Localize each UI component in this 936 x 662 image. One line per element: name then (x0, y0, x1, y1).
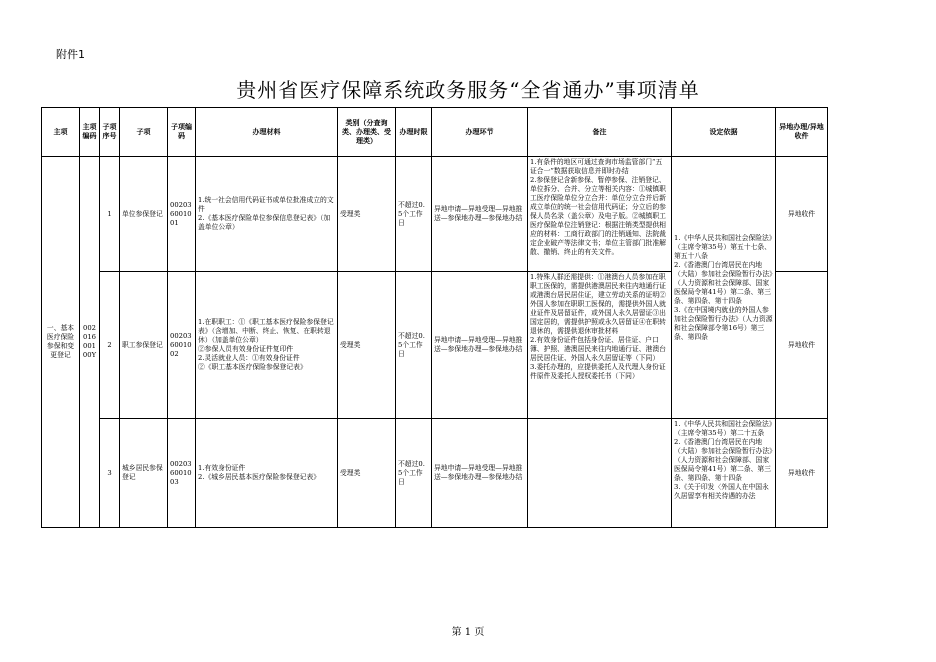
annex-label: 附件1 (56, 48, 85, 61)
page-title: 贵州省医疗保障系统政务服务“全省通办”事项清单 (236, 78, 700, 102)
time-limit-cell: 不超过0.5个工作日 (396, 272, 432, 419)
remarks-cell: 1.有条件的地区可通过查询市场监管部门“五证合一”数据获取信息并即时办结 2.参保登记含新参保、暂停参保、注销登记、单位拆分、合并、分立等相关内容：①城镇职工医疗保险单位分立合并：单位分立合并后新成立单位的统一社会信用代码证；分立后的参保人员名录（盖公章）及电子版。②城镇职工医疗保险单位注销登记：根据注销类型提供相应的材料：工商行政部门的注销通知、法院裁定企业破产等法律文书；单位主管部门批准解散、撤销、终止的有关文件。 (528, 157, 672, 272)
basis-cell: 1.《中华人民共和国社会保险法》（主席令第35号）第五十七条、第五十八条 2.《香港澳门台湾居民在内地（大陆）参加社会保险暂行办法》（人力资源和社会保障部、国家医保局令第41号）第二条、第三条、第四条、第十四条 3.《在中国境内就业的外国人参加社会保险暂行办法》（人力资源和社会保障部令第16号）第三条、第四条 (672, 157, 776, 419)
header-sub-item: 子项 (120, 108, 168, 157)
remarks-cell: 1.特殊人群还需提供：①港澳台人员参加在职职工医保的，需提供港澳居民来往内地通行证或港澳台居民居住证，建立劳动关系的证明②外国人参加在职职工医保的，需提供外国人就业证件及居留证件，或外国人永久居留证③出国定居的，需提供护照或永久居留证④在职转退休的，需提供退休审批材料 2.有效身份证件包括身份证、居住证、户口簿、护照、港澳居民来往内地通行证、港澳台居民居住证、外国人永久居留证等（下同） 3.委托办理的，应提供委托人及代理人身份证件原件及委托人授权委托书（下同） (528, 272, 672, 419)
header-basis: 设定依据 (672, 108, 776, 157)
sub-code-cell: 002036001003 (168, 419, 196, 528)
basis-cell: 1.《中华人民共和国社会保险法》（主席令第35号）第二十五条 2.《香港澳门台湾居民在内地（大陆）参加社会保险暂行办法》（人力资源和社会保障部、国家医保局令第41号）第二条、第三条、第四条、第十四条 3.《关于印发〈外国人在中国永久居留享有相关待遇的办法 (672, 419, 776, 528)
header-remarks: 备注 (528, 108, 672, 157)
time-limit-cell: 不超过0.5个工作日 (396, 419, 432, 528)
header-time-limit: 办理时限 (396, 108, 432, 157)
table-row (42, 157, 828, 272)
materials-cell: 1.有效身份证件 2.《城乡居民基本医疗保险参保登记表》 (196, 419, 338, 528)
header-main-code: 主项编码 (80, 108, 100, 157)
header-category: 类别（分查询类、办理类、受理类） (338, 108, 396, 157)
header-remote: 异地办理/异地收件 (776, 108, 828, 157)
row-no: 2 (100, 272, 120, 419)
sub-item-cell: 单位参保登记 (120, 157, 168, 272)
main-item-cell: 一、基本医疗保险参保和变更登记 (42, 157, 80, 528)
header-main-item: 主项 (42, 108, 80, 157)
process-cell: 异地申请—异地受理—异地推送—参保地办理—参保地办结 (432, 419, 528, 528)
sub-item-cell: 城乡居民参保登记 (120, 419, 168, 528)
process-cell: 异地申请—异地受理—异地推送—参保地办理—参保地办结 (432, 272, 528, 419)
time-limit-cell: 不超过0.5个工作日 (396, 157, 432, 272)
header-sub-no: 子项序号 (100, 108, 120, 157)
remote-cell: 异地收件 (776, 272, 828, 419)
sub-item-cell: 职工参保登记 (120, 272, 168, 419)
remote-cell: 异地收件 (776, 157, 828, 272)
table-row (42, 419, 828, 528)
category-cell: 受理类 (338, 157, 396, 272)
header-materials: 办理材料 (196, 108, 338, 157)
page-footer: 第 1 页 (451, 627, 485, 638)
main-code-cell: 00201600100Y (80, 157, 100, 528)
process-cell: 异地申请—异地受理—异地推送—参保地办理—参保地办结 (432, 157, 528, 272)
header-row (42, 108, 828, 157)
category-cell: 受理类 (338, 272, 396, 419)
row-no: 1 (100, 157, 120, 272)
sub-code-cell: 002036001001 (168, 157, 196, 272)
materials-cell: 1.在职职工：①《职工基本医疗保险参保登记表》（含增加、中断、终止、恢复、在职转退休）（加盖单位公章） ②参保人员有效身份证件复印件 2.灵活就业人员：①有效身份证件 ②《职工基本医疗保险参保登记表》 (196, 272, 338, 419)
row-no: 3 (100, 419, 120, 528)
remote-cell: 异地收件 (776, 419, 828, 528)
category-cell: 受理类 (338, 419, 396, 528)
materials-cell: 1.统一社会信用代码证书或单位批准成立的文件 2.《基本医疗保险单位参保信息登记表》（加盖单位公章） (196, 157, 338, 272)
header-process: 办理环节 (432, 108, 528, 157)
remarks-cell (528, 419, 672, 528)
sub-code-cell: 002036001002 (168, 272, 196, 419)
item-table (41, 107, 828, 528)
header-sub-code: 子项编码 (168, 108, 196, 157)
